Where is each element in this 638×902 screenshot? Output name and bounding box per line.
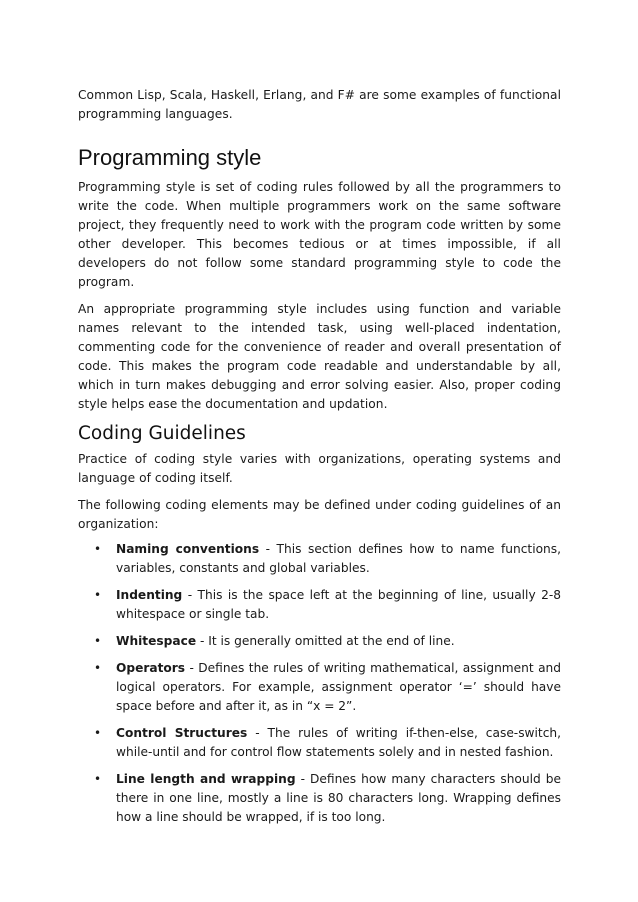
list-item-term: Naming conventions	[116, 542, 260, 556]
list-item-term: Whitespace	[116, 634, 197, 648]
guidelines-list	[78, 540, 561, 827]
paragraph: The following coding elements may be defined under coding guidelines of an organization:	[78, 498, 561, 531]
list-item-desc: - Defines how many characters should be there in one line, mostly a line is 80 characters long. Wrapping defines how a line should be wrapped, if is too long.	[116, 772, 561, 824]
bullet-icon: •	[94, 634, 102, 648]
list-item-term: Operators	[116, 661, 186, 675]
bullet-icon: •	[94, 726, 102, 740]
list-item-desc: - Defines the rules of writing mathematical, assignment and logical operators. For example, assignment operator ‘=’ should have space before and after it, as in “x = 2”.	[116, 661, 561, 713]
list-item-desc: - This is the space left at the beginning of line, usually 2-8 whitespace or single tab.	[116, 588, 561, 621]
paragraph: Practice of coding style varies with organizations, operating systems and language of coding itself.	[78, 452, 561, 485]
bullet-icon: •	[94, 772, 102, 786]
heading-programming-style: Programming style	[78, 145, 262, 170]
heading-coding-guidelines: Coding Guidelines	[78, 423, 246, 444]
bullet-icon: •	[94, 588, 102, 602]
list-item-term: Indenting	[116, 588, 183, 602]
list-item	[78, 540, 561, 578]
list-item	[78, 586, 561, 624]
list-item-term: Line length and wrapping	[116, 772, 296, 786]
list-item-desc: - It is generally omitted at the end of line.	[196, 634, 455, 648]
list-item	[78, 659, 561, 716]
intro-paragraph: Common Lisp, Scala, Haskell, Erlang, and F# are some examples of functional programming languages.	[78, 88, 561, 121]
bullet-icon: •	[94, 542, 102, 556]
paragraph: An appropriate programming style includes using function and variable names relevant to the intended task, using well-placed indentation, commenting code for the convenience of reader and overall presentation of code. This makes the program code readable and understandable by all, which in turn makes debugging and error solving easier. Also, proper coding style helps ease the documentation and updation.	[78, 302, 561, 411]
bullet-icon: •	[94, 661, 102, 675]
list-item-desc: - The rules of writing if-then-else, case-switch, while-until and for control flow statements solely and in nested fashion.	[116, 726, 561, 759]
list-item	[78, 632, 561, 651]
list-item-desc: - This section defines how to name functions, variables, constants and global variables.	[116, 542, 561, 575]
list-item-term: Control Structures	[116, 726, 248, 740]
list-item	[78, 724, 561, 762]
paragraph: Programming style is set of coding rules followed by all the programmers to write the code. When multiple programmers work on the same software project, they frequently need to work with the program code written by some other developer. This becomes tedious or at times impossible, if all developers do not follow some standard programming style to code the program.	[78, 180, 561, 289]
document-page	[78, 86, 561, 835]
list-item	[78, 770, 561, 827]
